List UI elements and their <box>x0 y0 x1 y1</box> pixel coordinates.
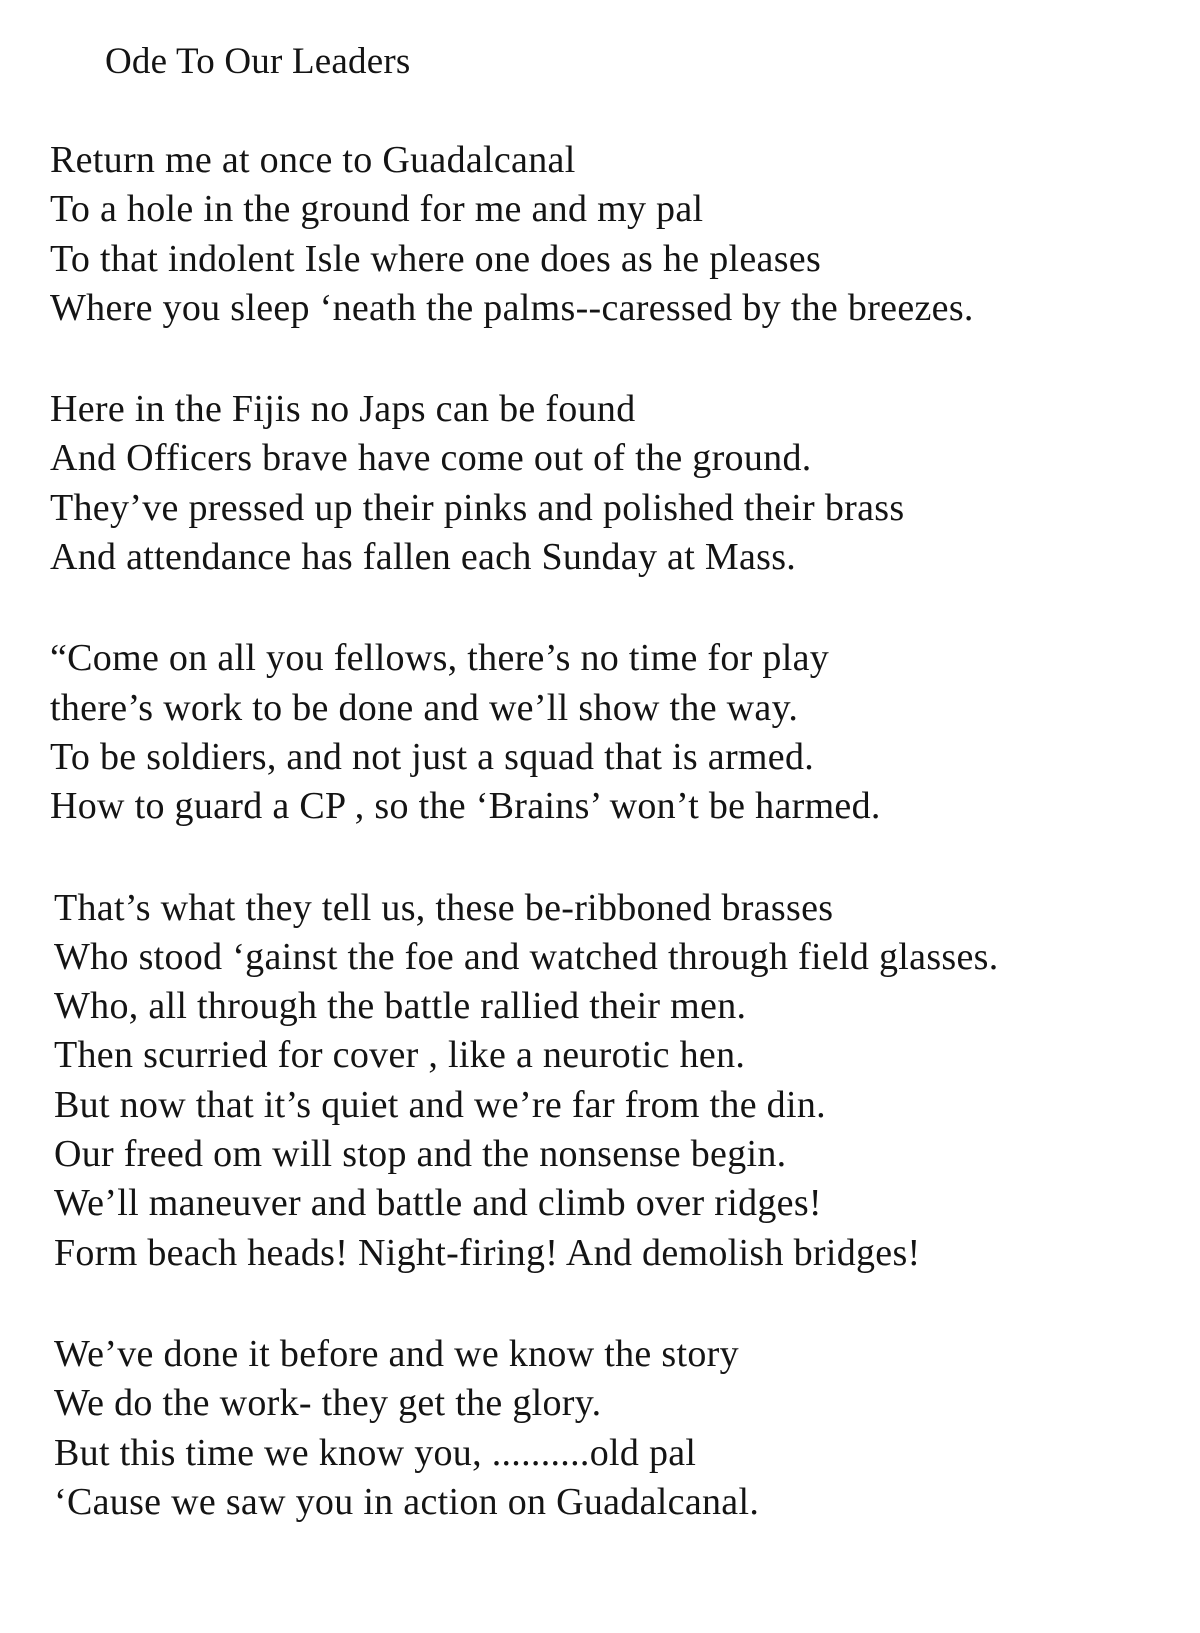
poem-line: Then scurried for cover , like a neurotic hen. <box>54 1034 746 1077</box>
poem-line: Who, all through the battle rallied their men. <box>54 985 747 1028</box>
poem-line: Where you sleep ‘neath the palms--caressed by the breezes. <box>50 286 974 329</box>
poem-line: Our freed om will stop and the nonsense begin. <box>54 1133 787 1176</box>
poem-line: Here in the Fijis no Japs can be found <box>50 388 636 431</box>
poem-line: But this time we know you, ..........old pal <box>54 1431 697 1474</box>
poem-line: there’s work to be done and we’ll show the way. <box>50 686 799 729</box>
poem-line: ‘Cause we saw you in action on Guadalcanal. <box>54 1480 760 1523</box>
poem-line: Form beach heads! Night-firing! And demolish bridges! <box>54 1231 921 1274</box>
stanza-3 <box>50 634 1180 831</box>
poem-line: To that indolent Isle where one does as he pleases <box>50 237 822 280</box>
poem-line: “Come on all you fellows, there’s no time for play <box>50 637 830 680</box>
poem-line: How to guard a CP , so the ‘Brains’ won’t be harmed. <box>50 785 881 828</box>
poem-line: Who stood ‘gainst the foe and watched through field glasses. <box>54 935 999 978</box>
stanza-1 <box>50 136 1180 333</box>
poem-body <box>50 136 1180 1579</box>
stanza-4 <box>50 884 1180 1278</box>
poem-line: We’ll maneuver and battle and climb over ridges! <box>54 1182 822 1225</box>
poem-line: We do the work- they get the glory. <box>54 1382 602 1425</box>
poem-line: They’ve pressed up their pinks and polished their brass <box>50 486 905 529</box>
poem-line: But now that it’s quiet and we’re far from the din. <box>54 1083 826 1126</box>
poem-line: We’ve done it before and we know the story <box>54 1332 739 1375</box>
stanza-5 <box>50 1330 1180 1527</box>
poem-line: And attendance has fallen each Sunday at Mass. <box>50 536 797 579</box>
poem-line: That’s what they tell us, these be-ribboned brasses <box>54 886 834 929</box>
poem-line: To be soldiers, and not just a squad that is armed. <box>50 735 815 778</box>
poem-line: Return me at once to Guadalcanal <box>50 139 576 181</box>
poem-line: And Officers brave have come out of the ground. <box>50 437 812 480</box>
poem-line: To a hole in the ground for me and my pal <box>50 188 704 231</box>
poem-title: Ode To Our Leaders <box>105 41 411 82</box>
stanza-2 <box>50 385 1180 582</box>
